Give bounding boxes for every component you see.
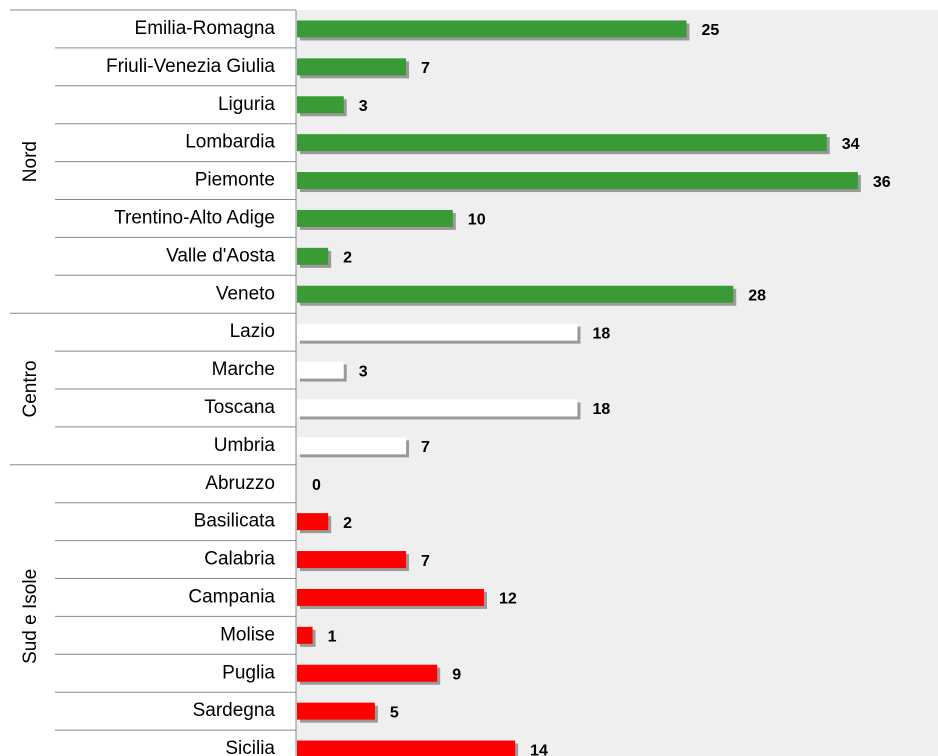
category-label-puglia: Puglia <box>222 662 275 684</box>
value-label-calabria: 7 <box>421 552 430 570</box>
bar-marche <box>297 362 344 379</box>
category-label-marche: Marche <box>211 359 275 381</box>
bar-molise <box>297 627 313 644</box>
value-label-lombardia: 34 <box>841 135 860 153</box>
category-label-umbria: Umbria <box>213 434 275 456</box>
bar-sicilia <box>297 741 515 756</box>
bar-friuli-venezia-giulia <box>297 58 406 75</box>
bar-trentino-alto-adige <box>297 210 453 227</box>
category-label-basilicata: Basilicata <box>193 510 275 532</box>
category-label-lazio: Lazio <box>229 321 275 343</box>
category-labels <box>106 18 275 756</box>
group-labels <box>20 141 41 664</box>
value-label-sicilia: 14 <box>530 742 548 756</box>
bar-umbria <box>297 437 406 454</box>
category-label-toscana: Toscana <box>204 396 275 418</box>
bar-campania <box>297 589 484 606</box>
group-label-nord: Nord <box>20 141 42 183</box>
plot-background <box>296 10 938 756</box>
value-label-piemonte: 36 <box>872 173 891 191</box>
group-label-centro: Centro <box>20 360 42 418</box>
category-label-valle-d-aosta: Valle d'Aosta <box>166 245 275 267</box>
value-label-toscana: 18 <box>592 401 611 419</box>
value-label-veneto: 28 <box>748 287 767 305</box>
category-label-liguria: Liguria <box>217 93 275 115</box>
value-label-basilicata: 2 <box>343 514 353 532</box>
bar-puglia <box>297 665 437 682</box>
category-label-emilia-romagna: Emilia-Romagna <box>134 17 275 39</box>
bar-valle-d-aosta <box>297 248 328 265</box>
value-label-trentino-alto-adige: 10 <box>467 211 486 229</box>
bar-lazio <box>297 324 577 341</box>
bar-basilicata <box>297 513 328 530</box>
value-label-valle-d-aosta: 2 <box>343 249 353 267</box>
bar-calabria <box>297 551 406 568</box>
category-label-calabria: Calabria <box>204 548 275 570</box>
value-label-abruzzo: 0 <box>312 476 321 494</box>
category-label-abruzzo: Abruzzo <box>205 472 275 494</box>
bar-veneto <box>297 286 733 303</box>
category-label-molise: Molise <box>220 624 275 646</box>
bar-toscana <box>297 399 577 416</box>
value-label-marche: 3 <box>358 363 368 381</box>
value-label-sardegna: 5 <box>389 704 399 722</box>
bar-piemonte <box>297 172 858 189</box>
category-label-lombardia: Lombardia <box>185 131 275 153</box>
bar-liguria <box>297 96 344 113</box>
value-label-liguria: 3 <box>358 97 368 115</box>
category-label-sardegna: Sardegna <box>192 700 275 722</box>
value-label-campania: 12 <box>498 590 517 608</box>
category-label-sicilia: Sicilia <box>225 738 275 756</box>
category-label-trentino-alto-adige: Trentino-Alto Adige <box>114 207 275 229</box>
value-label-puglia: 9 <box>452 666 462 684</box>
category-label-veneto: Veneto <box>215 283 275 305</box>
value-label-friuli-venezia-giulia: 7 <box>421 60 430 78</box>
category-label-friuli-venezia-giulia: Friuli-Venezia Giulia <box>106 55 275 77</box>
value-label-molise: 1 <box>327 628 337 646</box>
category-label-campania: Campania <box>188 586 275 608</box>
value-label-emilia-romagna: 25 <box>701 22 720 40</box>
bar-lombardia <box>297 134 827 151</box>
bar-sardegna <box>297 703 375 720</box>
bar-emilia-romagna <box>297 20 687 37</box>
value-label-umbria: 7 <box>421 439 430 457</box>
category-label-piemonte: Piemonte <box>194 169 275 191</box>
group-label-sud-e-isole: Sud e Isole <box>20 568 42 664</box>
value-label-lazio: 18 <box>592 325 611 343</box>
